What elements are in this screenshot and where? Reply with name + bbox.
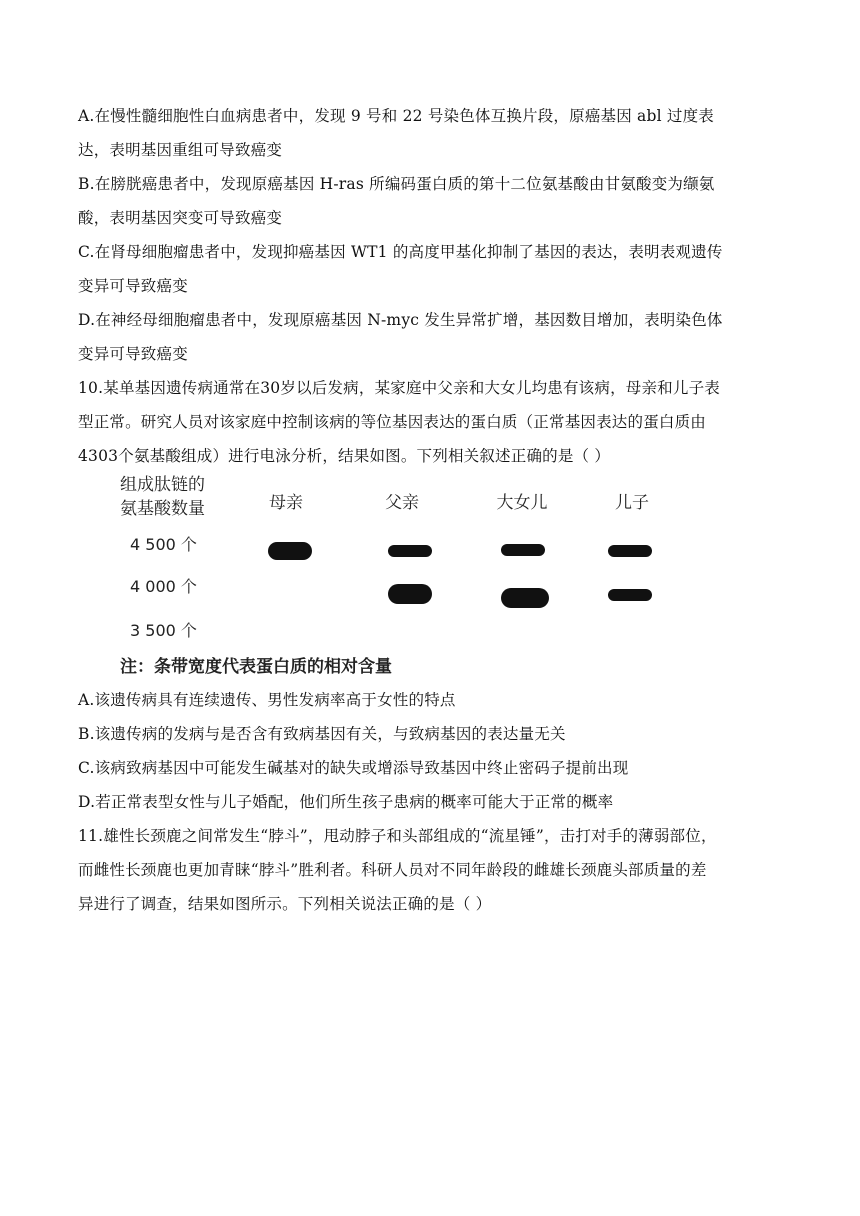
tick-3500: 3 500 个: [130, 621, 197, 640]
band-daughter-4000: [501, 588, 549, 608]
band-mother-4500: [268, 542, 312, 560]
q9-option-b-line1: B.在膀胱癌患者中，发现原癌基因 H-ras 所编码蛋白质的第十二位氨基酸由甘氨酸变为缬氨: [78, 175, 715, 193]
q9-option-b-line2: 酸，表明基因突变可导致癌变: [78, 209, 283, 227]
band-father-4500: [388, 545, 432, 557]
band-father-4000: [388, 584, 432, 604]
band-daughter-4500: [501, 544, 545, 556]
q11-stem-line1: 11.雄性长颈鹿之间常发生“脖斗”，甩动脖子和头部组成的“流星锤”，击打对手的薄弱部位，: [78, 827, 717, 845]
q10-stem-line3: 4303个氨基酸组成）进行电泳分析，结果如图。下列相关叙述正确的是（ ）: [78, 447, 611, 465]
q10-option-d: D.若正常表型女性与儿子婚配，他们所生孩子患病的概率可能大于正常的概率: [78, 793, 614, 811]
lane-daughter: 大女儿: [496, 493, 548, 513]
lane-son: 儿子: [615, 493, 649, 513]
q10-stem-line2: 型正常。研究人员对该家庭中控制该病的等位基因表达的蛋白质（正常基因表达的蛋白质由: [78, 413, 707, 431]
q10-option-b: B.该遗传病的发病与是否含有致病基因有关，与致病基因的表达量无关: [78, 725, 566, 743]
q10-stem-line1: 10.某单基因遗传病通常在30岁以后发病，某家庭中父亲和大女儿均患有该病，母亲和儿子表: [78, 379, 720, 397]
q9-option-a-line1: A.在慢性髓细胞性白血病患者中，发现 9 号和 22 号染色体互换片段，原癌基因 abl 过度表: [78, 107, 714, 125]
figure-ylabel-line2: 氨基酸数量: [120, 499, 205, 519]
q11-stem-line3: 异进行了调查，结果如图所示。下列相关说法正确的是（ ）: [78, 895, 492, 913]
q10-option-c: C.该病致病基因中可能发生碱基对的缺失或增添导致基因中终止密码子提前出现: [78, 759, 629, 777]
figure-note: 注：条带宽度代表蛋白质的相对含量: [120, 657, 392, 677]
q10-option-a: A.该遗传病具有连续遗传、男性发病率高于女性的特点: [78, 691, 456, 709]
q9-option-d-line2: 变异可导致癌变: [78, 345, 188, 363]
q9-option-c-line2: 变异可导致癌变: [78, 277, 188, 295]
q11-stem-line2: 而雌性长颈鹿也更加青睐“脖斗”胜利者。科研人员对不同年龄段的雌雄长颈鹿头部质量的差: [78, 861, 707, 879]
band-son-4500: [608, 545, 652, 557]
lane-father: 父亲: [385, 493, 419, 513]
electrophoresis-figure: [112, 470, 672, 680]
band-son-4000: [608, 589, 652, 601]
tick-4500: 4 500 个: [130, 535, 197, 554]
figure-ylabel-line1: 组成肽链的: [120, 475, 205, 495]
lane-mother: 母亲: [269, 493, 303, 513]
q9-option-d-line1: D.在神经母细胞瘤患者中，发现原癌基因 N-myc 发生异常扩增，基因数目增加，表明染色体: [78, 311, 723, 329]
tick-4000: 4 000 个: [130, 577, 197, 596]
q9-option-a-line2: 达，表明基因重组可导致癌变: [78, 141, 283, 159]
q9-option-c-line1: C.在肾母细胞瘤患者中，发现抑癌基因 WT1 的高度甲基化抑制了基因的表达，表明表观遗传: [78, 243, 723, 261]
